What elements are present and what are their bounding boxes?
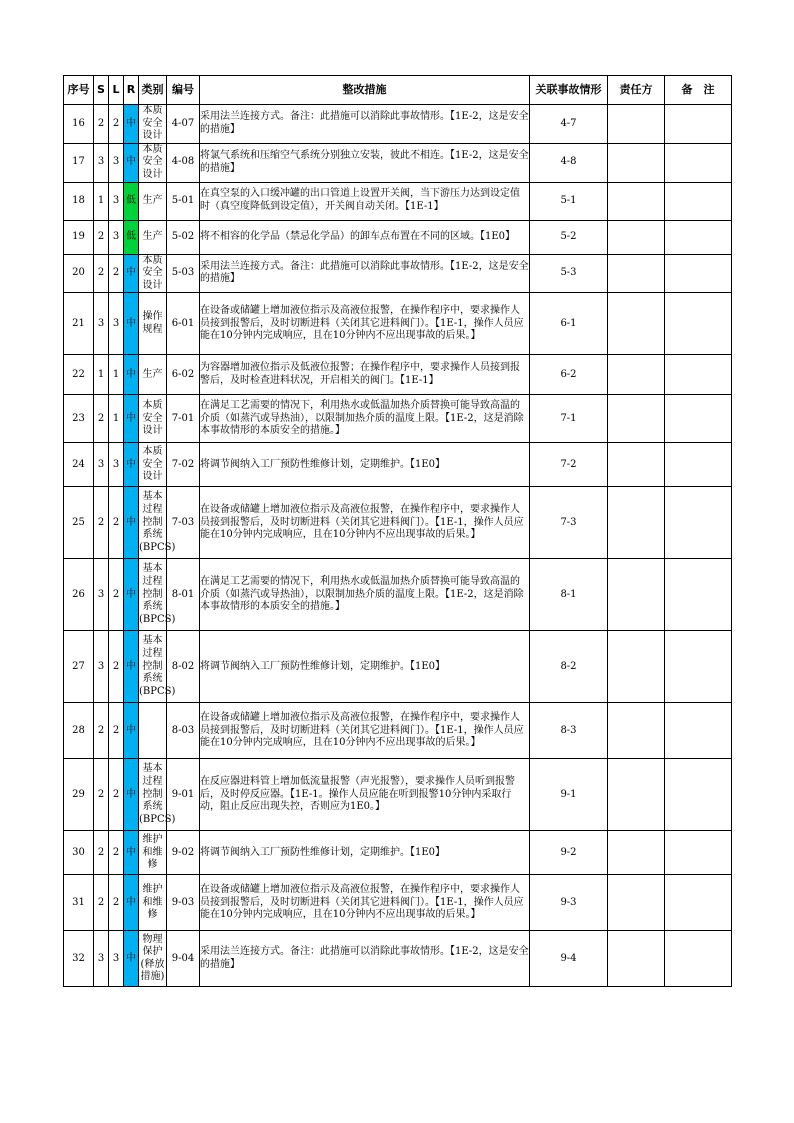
row-number: 21 <box>64 293 94 355</box>
owner-cell <box>608 443 665 487</box>
scenario-ref: 9-2 <box>530 831 608 875</box>
measure-text: 将调节阀纳入工厂预防性维修计划，定期维护。【1E0】 <box>200 831 530 875</box>
note-cell <box>665 559 732 631</box>
table-row <box>64 143 732 182</box>
likelihood-value: 3 <box>109 182 124 220</box>
row-number: 29 <box>64 759 94 831</box>
note-cell <box>665 105 732 144</box>
category-cell: 基本过程控制系统(BPCS) <box>139 559 167 631</box>
note-cell <box>665 220 732 254</box>
category-cell: 本质安全设计 <box>139 105 167 144</box>
category-cell: 维护和维修 <box>139 831 167 875</box>
header-scenario: 关联事故情形 <box>530 76 608 105</box>
note-cell <box>665 443 732 487</box>
category-cell: 生产 <box>139 220 167 254</box>
risk-level-badge: 中 <box>124 875 139 931</box>
measure-code: 5-01 <box>167 182 200 220</box>
risk-level-badge: 中 <box>124 559 139 631</box>
scenario-ref: 5-3 <box>530 254 608 293</box>
measure-code: 7-01 <box>167 395 200 443</box>
likelihood-value: 2 <box>109 254 124 293</box>
owner-cell <box>608 182 665 220</box>
category-cell: 基本过程控制系统(BPCS) <box>139 759 167 831</box>
measure-text: 为容器增加液位指示及低液位报警；在操作程序中，要求操作人员接到报警后，及时检查进料状况，开启相关的阀门。【1E-1】 <box>200 355 530 395</box>
owner-cell <box>608 875 665 931</box>
owner-cell <box>608 254 665 293</box>
table-row <box>64 293 732 355</box>
table-row <box>64 703 732 759</box>
measure-text: 在设备或储罐上增加液位指示及高液位报警，在操作程序中，要求操作人员接到报警后，及时切断进料（关闭其它进料阀门）。【1E-1，操作人员应能在10分钟内完成响应，且在10分钟内不应出现事故的后果。】 <box>200 875 530 931</box>
header-l: L <box>109 76 124 105</box>
measure-text: 在设备或储罐上增加液位指示及高液位报警，在操作程序中，要求操作人员接到报警后，及时切断进料（关闭其它进料阀门）。【1E-1，操作人员应能在10分钟内完成响应，且在10分钟内不应出现事故的后果。】 <box>200 703 530 759</box>
measure-code: 9-03 <box>167 875 200 931</box>
likelihood-value: 1 <box>109 395 124 443</box>
category-cell: 生产 <box>139 182 167 220</box>
table-row <box>64 831 732 875</box>
table-row <box>64 443 732 487</box>
measure-code: 5-03 <box>167 254 200 293</box>
likelihood-value: 3 <box>109 443 124 487</box>
category-cell: 本质安全设计 <box>139 395 167 443</box>
severity-value: 2 <box>94 487 109 559</box>
table-row <box>64 875 732 931</box>
measure-text: 采用法兰连接方式。备注：此措施可以消除此事故情形。【1E-2，这是安全的措施】 <box>200 254 530 293</box>
measure-text: 将调节阀纳入工厂预防性维修计划，定期维护。【1E0】 <box>200 631 530 703</box>
note-cell <box>665 931 732 987</box>
measure-text: 在满足工艺需要的情况下，利用热水或低温加热介质替换可能导致高温的介质（如蒸汽或导热油），以限制加热介质的温度上限。【1E-2，这是消除本事故情形的本质安全的措施。】 <box>200 559 530 631</box>
risk-level-badge: 中 <box>124 831 139 875</box>
note-cell <box>665 759 732 831</box>
row-number: 20 <box>64 254 94 293</box>
owner-cell <box>608 559 665 631</box>
header-r: R <box>124 76 139 105</box>
category-cell: 生产 <box>139 355 167 395</box>
scenario-ref: 9-4 <box>530 931 608 987</box>
owner-cell <box>608 105 665 144</box>
table-row <box>64 487 732 559</box>
risk-level-badge: 中 <box>124 703 139 759</box>
note-cell <box>665 395 732 443</box>
severity-value: 3 <box>94 443 109 487</box>
row-number: 22 <box>64 355 94 395</box>
row-number: 18 <box>64 182 94 220</box>
owner-cell <box>608 487 665 559</box>
risk-level-badge: 中 <box>124 395 139 443</box>
scenario-ref: 4-7 <box>530 105 608 144</box>
likelihood-value: 2 <box>109 559 124 631</box>
owner-cell <box>608 293 665 355</box>
measure-text: 在反应器进料管上增加低流量报警（声光报警），要求操作人员听到报警后，及时停反应器。【1E-1。操作人员应能在听到报警10分钟内采取行动，阻止反应出现失控，否则应为1E0。】 <box>200 759 530 831</box>
risk-level-badge: 中 <box>124 143 139 182</box>
owner-cell <box>608 831 665 875</box>
header-no: 序号 <box>64 76 94 105</box>
category-cell: 操作规程 <box>139 293 167 355</box>
measure-code: 5-02 <box>167 220 200 254</box>
risk-level-badge: 中 <box>124 293 139 355</box>
measure-text: 在设备或储罐上增加液位指示及高液位报警，在操作程序中，要求操作人员接到报警后，及时切断进料（关闭其它进料阀门）。【1E-1，操作人员应能在10分钟内完成响应，且在10分钟内不应出现事故的后果。】 <box>200 293 530 355</box>
row-number: 23 <box>64 395 94 443</box>
scenario-ref: 6-2 <box>530 355 608 395</box>
likelihood-value: 2 <box>109 831 124 875</box>
measure-code: 6-01 <box>167 293 200 355</box>
owner-cell <box>608 143 665 182</box>
note-cell <box>665 703 732 759</box>
row-number: 28 <box>64 703 94 759</box>
row-number: 31 <box>64 875 94 931</box>
category-cell: 基本过程控制系统(BPCS) <box>139 631 167 703</box>
scenario-ref: 7-2 <box>530 443 608 487</box>
table-body <box>64 105 732 987</box>
note-cell <box>665 875 732 931</box>
category-cell: 本质安全设计 <box>139 143 167 182</box>
severity-value: 2 <box>94 220 109 254</box>
risk-level-badge: 中 <box>124 105 139 144</box>
measure-code: 9-04 <box>167 931 200 987</box>
owner-cell <box>608 220 665 254</box>
measure-text: 在设备或储罐上增加液位指示及高液位报警，在操作程序中，要求操作人员接到报警后，及时切断进料（关闭其它进料阀门）。【1E-1，操作人员应能在10分钟内完成响应，且在10分钟内不应出现事故的后果。】 <box>200 487 530 559</box>
row-number: 25 <box>64 487 94 559</box>
risk-level-badge: 低 <box>124 220 139 254</box>
scenario-ref: 9-3 <box>530 875 608 931</box>
header-owner: 责任方 <box>608 76 665 105</box>
table-row <box>64 559 732 631</box>
likelihood-value: 2 <box>109 875 124 931</box>
likelihood-value: 3 <box>109 931 124 987</box>
header-code: 编号 <box>167 76 200 105</box>
measure-text: 采用法兰连接方式。备注：此措施可以消除此事故情形。【1E-2，这是安全的措施】 <box>200 931 530 987</box>
risk-level-badge: 中 <box>124 254 139 293</box>
measure-code: 4-07 <box>167 105 200 144</box>
risk-level-badge: 中 <box>124 487 139 559</box>
severity-value: 3 <box>94 143 109 182</box>
severity-value: 2 <box>94 254 109 293</box>
table-row <box>64 931 732 987</box>
table-row <box>64 220 732 254</box>
note-cell <box>665 631 732 703</box>
likelihood-value: 2 <box>109 759 124 831</box>
measure-code: 8-02 <box>167 631 200 703</box>
risk-level-badge: 中 <box>124 931 139 987</box>
risk-level-badge: 中 <box>124 759 139 831</box>
scenario-ref: 8-3 <box>530 703 608 759</box>
category-cell: 本质安全设计 <box>139 443 167 487</box>
measure-code: 9-01 <box>167 759 200 831</box>
severity-value: 1 <box>94 355 109 395</box>
header-row <box>64 76 732 105</box>
note-cell <box>665 143 732 182</box>
measure-text: 在满足工艺需要的情况下，利用热水或低温加热介质替换可能导致高温的介质（如蒸汽或导热油），以限制加热介质的温度上限。【1E-2，这是消除本事故情形的本质安全的措施。】 <box>200 395 530 443</box>
scenario-ref: 5-2 <box>530 220 608 254</box>
note-cell <box>665 182 732 220</box>
owner-cell <box>608 931 665 987</box>
likelihood-value: 2 <box>109 631 124 703</box>
row-number: 24 <box>64 443 94 487</box>
owner-cell <box>608 703 665 759</box>
note-cell <box>665 254 732 293</box>
risk-level-badge: 中 <box>124 355 139 395</box>
header-s: S <box>94 76 109 105</box>
row-number: 32 <box>64 931 94 987</box>
likelihood-value: 3 <box>109 143 124 182</box>
measure-code: 8-03 <box>167 703 200 759</box>
measure-code: 7-03 <box>167 487 200 559</box>
severity-value: 2 <box>94 395 109 443</box>
risk-level-badge: 中 <box>124 631 139 703</box>
category-cell <box>139 703 167 759</box>
header-category: 类别 <box>139 76 167 105</box>
note-cell <box>665 831 732 875</box>
measure-code: 4-08 <box>167 143 200 182</box>
risk-level-badge: 中 <box>124 443 139 487</box>
severity-value: 1 <box>94 182 109 220</box>
likelihood-value: 1 <box>109 355 124 395</box>
table-row <box>64 355 732 395</box>
row-number: 30 <box>64 831 94 875</box>
scenario-ref: 6-1 <box>530 293 608 355</box>
measure-code: 7-02 <box>167 443 200 487</box>
header-note: 备 注 <box>665 76 732 105</box>
category-cell: 维护和维修 <box>139 875 167 931</box>
table-row <box>64 759 732 831</box>
table-row <box>64 395 732 443</box>
table-row <box>64 254 732 293</box>
header-measure: 整改措施 <box>200 76 530 105</box>
scenario-ref: 7-3 <box>530 487 608 559</box>
severity-value: 2 <box>94 105 109 144</box>
likelihood-value: 2 <box>109 487 124 559</box>
severity-value: 3 <box>94 631 109 703</box>
measure-text: 将不相容的化学品（禁忌化学品）的卸车点布置在不同的区域。【1E0】 <box>200 220 530 254</box>
severity-value: 2 <box>94 759 109 831</box>
measure-text: 将氯气系统和压缩空气系统分别独立安装，彼此不相连。【1E-2，这是安全的措施】 <box>200 143 530 182</box>
category-cell: 本质安全设计 <box>139 254 167 293</box>
category-cell: 基本过程控制系统(BPCS) <box>139 487 167 559</box>
row-number: 17 <box>64 143 94 182</box>
severity-value: 2 <box>94 831 109 875</box>
measure-code: 6-02 <box>167 355 200 395</box>
table-row <box>64 105 732 144</box>
measure-text: 采用法兰连接方式。备注：此措施可以消除此事故情形。【1E-2，这是安全的措施】 <box>200 105 530 144</box>
row-number: 26 <box>64 559 94 631</box>
row-number: 16 <box>64 105 94 144</box>
owner-cell <box>608 631 665 703</box>
measure-text: 在真空泵的入口缓冲罐的出口管道上设置开关阀，当下游压力达到设定值时（真空度降低到设定值），开关阀自动关闭。【1E-1】 <box>200 182 530 220</box>
owner-cell <box>608 355 665 395</box>
measure-text: 将调节阀纳入工厂预防性维修计划，定期维护。【1E0】 <box>200 443 530 487</box>
severity-value: 3 <box>94 931 109 987</box>
scenario-ref: 7-1 <box>530 395 608 443</box>
scenario-ref: 9-1 <box>530 759 608 831</box>
scenario-ref: 4-8 <box>530 143 608 182</box>
likelihood-value: 2 <box>109 105 124 144</box>
scenario-ref: 8-1 <box>530 559 608 631</box>
note-cell <box>665 293 732 355</box>
row-number: 19 <box>64 220 94 254</box>
likelihood-value: 3 <box>109 293 124 355</box>
risk-level-badge: 低 <box>124 182 139 220</box>
category-cell: 物理保护(释放措施) <box>139 931 167 987</box>
owner-cell <box>608 395 665 443</box>
likelihood-value: 3 <box>109 220 124 254</box>
measure-code: 9-02 <box>167 831 200 875</box>
severity-value: 2 <box>94 703 109 759</box>
scenario-ref: 8-2 <box>530 631 608 703</box>
scenario-ref: 5-1 <box>530 182 608 220</box>
row-number: 27 <box>64 631 94 703</box>
note-cell <box>665 487 732 559</box>
owner-cell <box>608 759 665 831</box>
measure-code: 8-01 <box>167 559 200 631</box>
note-cell <box>665 355 732 395</box>
likelihood-value: 2 <box>109 703 124 759</box>
table-row <box>64 182 732 220</box>
severity-value: 3 <box>94 293 109 355</box>
severity-value: 2 <box>94 875 109 931</box>
severity-value: 3 <box>94 559 109 631</box>
measures-table <box>63 75 732 987</box>
table-row <box>64 631 732 703</box>
